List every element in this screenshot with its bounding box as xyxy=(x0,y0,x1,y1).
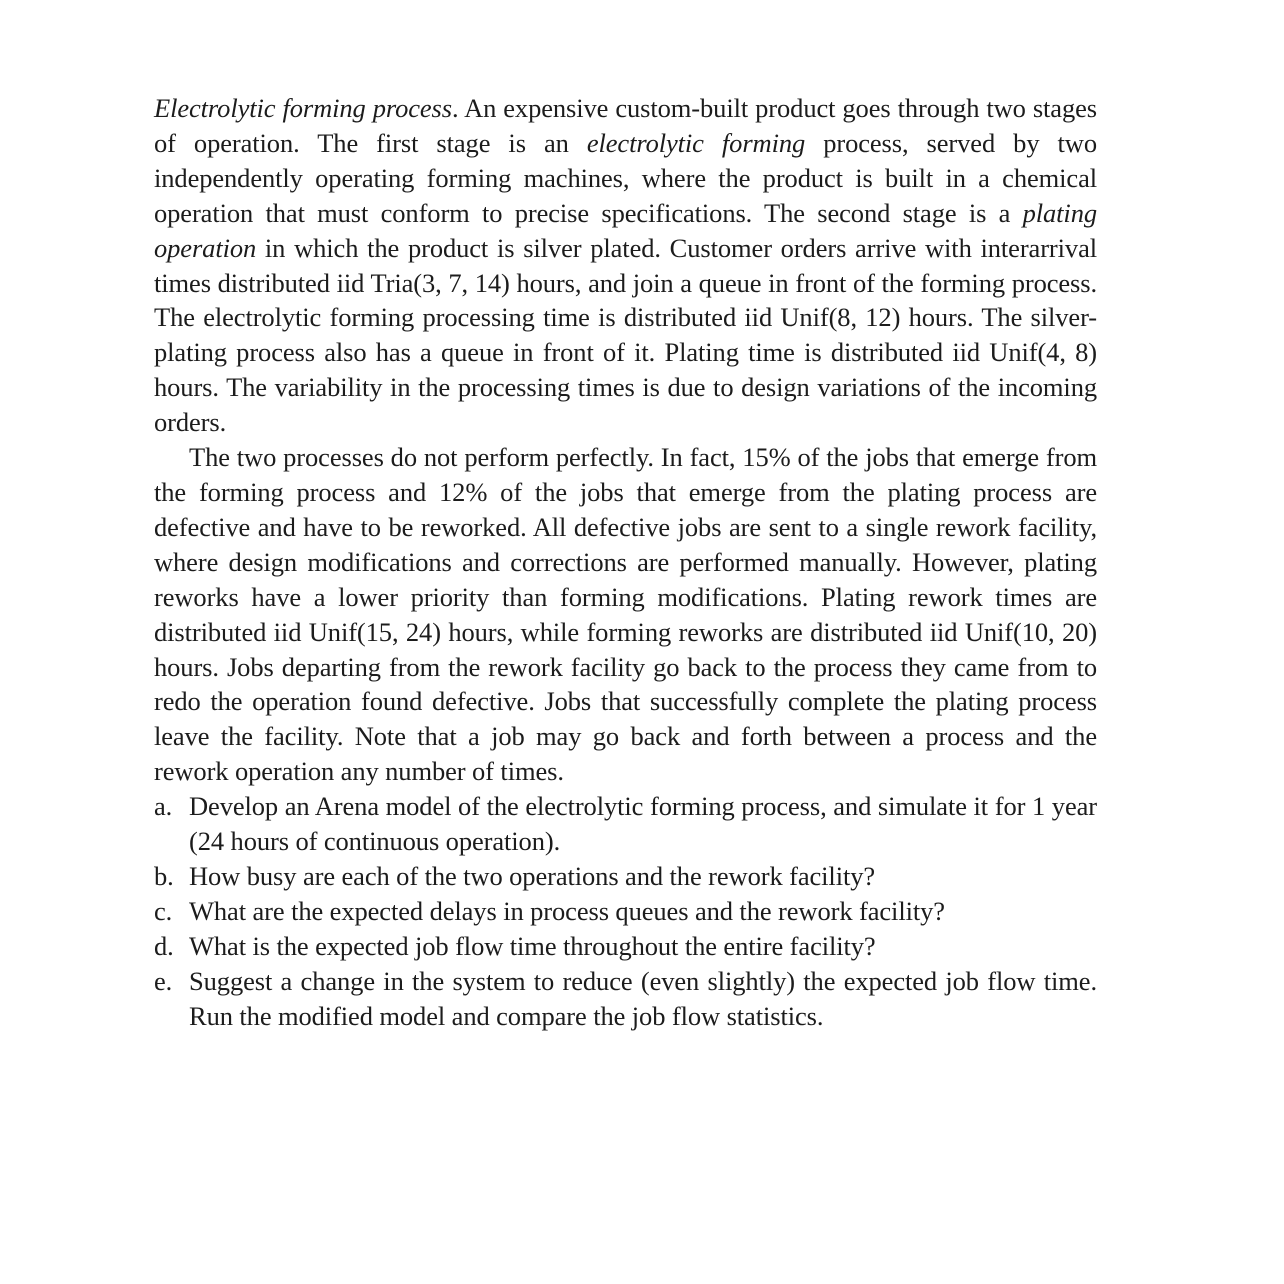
question-item-b xyxy=(154,859,1097,894)
question-text: What is the expected job flow time throughout the entire facility? xyxy=(189,930,876,961)
intro-text-2: process, served by two independently operating forming machines, where the product is built in a chemical operation that must conform to precise specifications. The second stage is a xyxy=(154,127,1097,228)
question-label: e. xyxy=(154,965,173,996)
question-text: What are the expected delays in process queues and the rework facility? xyxy=(189,895,945,926)
question-label: c. xyxy=(154,895,173,926)
question-text: Suggest a change in the system to reduce (even slightly) the expected job flow time. Run the modified model and compare the job flow statistics. xyxy=(189,965,1097,1031)
intro-paragraph xyxy=(154,91,1097,440)
question-item-c xyxy=(154,894,1097,929)
question-list xyxy=(154,789,1097,1033)
problem-text xyxy=(154,91,1097,1033)
intro-text-3: in which the product is silver plated. Customer orders arrive with interarrival times distributed iid Tria(3, 7, 14) hours, and join a queue in front of the forming process. The electrolytic forming processing time is distributed iid Unif(8, 12) hours. The silver-plating process also has a queue in front of it. Plating time is distributed iid Unif(4, 8) hours. The variability in the processing times is due to design variations of the incoming orders. xyxy=(154,232,1097,438)
term-plating-operation: plating operation xyxy=(154,197,1097,263)
intro-text-1: . An expensive custom-built product goes through two stages of operation. The first stage is an xyxy=(154,93,1097,158)
question-text: How busy are each of the two operations and the rework facility? xyxy=(189,860,876,891)
question-text: Develop an Arena model of the electrolytic forming process, and simulate it for 1 year (24 hours of continuous operation). xyxy=(189,791,1097,857)
question-label: d. xyxy=(154,930,174,961)
question-item-a xyxy=(154,789,1097,859)
question-item-d xyxy=(154,929,1097,964)
question-label: a. xyxy=(154,791,173,822)
question-label: b. xyxy=(154,860,174,891)
problem-title: Electrolytic forming process xyxy=(154,93,452,123)
term-electrolytic-forming: electrolytic forming xyxy=(586,127,806,158)
question-item-e xyxy=(154,964,1097,1034)
rework-paragraph: The two processes do not perform perfectly. In fact, 15% of the jobs that emerge from the forming process and 12% of the jobs that emerge from the plating process are defective and have to be reworked. All defective jobs are sent to a single rework facility, where design modifications and corrections are performed manually. However, plating reworks have a lower priority than forming modifications. Plating rework times are distributed iid Unif(15, 24) hours, while forming reworks are distributed iid Unif(10, 20) hours. Jobs departing from the rework facility go back to the process they came from to redo the operation found defective. Jobs that successfully complete the plating process leave the facility. Note that a job may go back and forth between a process and the rework operation any number of times. xyxy=(154,442,1097,787)
